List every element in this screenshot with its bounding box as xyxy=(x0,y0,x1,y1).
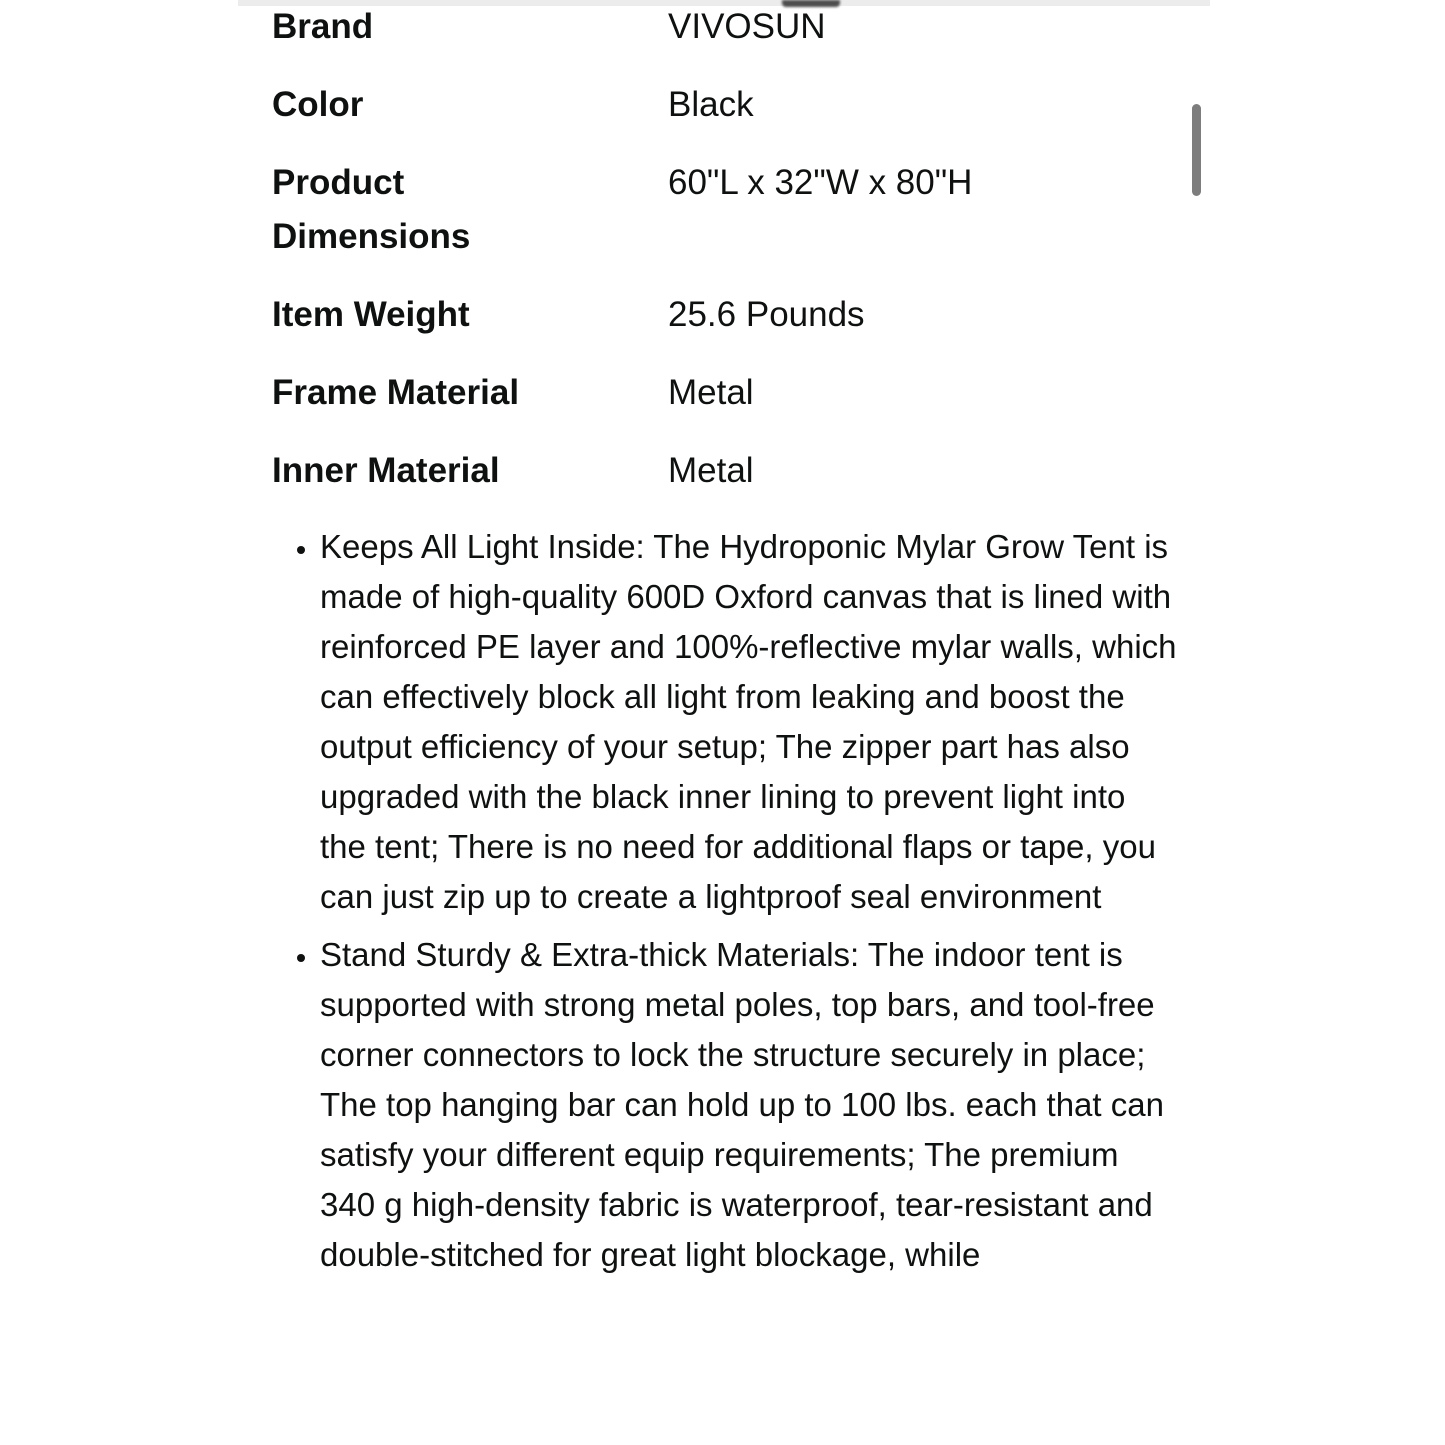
spec-label: Item Weight xyxy=(272,295,470,334)
spec-label: Product Dimensions xyxy=(272,163,471,256)
scrollbar-thumb[interactable] xyxy=(1192,104,1201,196)
product-spec-table xyxy=(272,0,1177,498)
spec-row-color xyxy=(272,78,1177,132)
product-details-content xyxy=(272,0,1177,1288)
feature-bullet-list xyxy=(272,522,1180,1280)
spec-row-product-dimensions xyxy=(272,156,1177,264)
spec-value: Black xyxy=(668,85,754,124)
spec-row-inner-material xyxy=(272,444,1177,498)
spec-label: Frame Material xyxy=(272,373,520,412)
spec-row-item-weight xyxy=(272,288,1177,342)
spec-row-frame-material xyxy=(272,366,1177,420)
spec-value: Metal xyxy=(668,373,754,412)
spec-value: Metal xyxy=(668,451,754,490)
spec-label: Brand xyxy=(272,7,374,46)
spec-value: 60"L x 32"W x 80"H xyxy=(668,163,973,202)
feature-bullet-item: • Keeps All Light Inside: The Hydroponic Mylar Grow Tent is made of high-quality 600D Oxford canvas that is lined with reinforced PE layer and 100%-reflective mylar walls, which can effectively block all light from leaking and boost the output efficiency of your setup; The zipper part has also upgraded with the black inner lining to prevent light into the tent; There is no need for additional flaps or tape, you can just zip up to create a lightproof seal environment xyxy=(320,522,1180,922)
feature-bullet-item: • Stand Sturdy & Extra-thick Materials: The indoor tent is supported with strong metal poles, top bars, and tool-free corner connectors to lock the structure securely in place; The top hanging bar can hold up to 100 lbs. each that can satisfy your different equip requirements; The premium 340 g high-density fabric is waterproof, tear-resistant and double-stitched for great light blockage, while xyxy=(320,930,1180,1280)
spec-value: VIVOSUN xyxy=(668,7,826,46)
spec-label: Color xyxy=(272,85,364,124)
spec-value: 25.6 Pounds xyxy=(668,295,865,334)
spec-row-brand xyxy=(272,0,1177,54)
spec-label: Inner Material xyxy=(272,451,500,490)
